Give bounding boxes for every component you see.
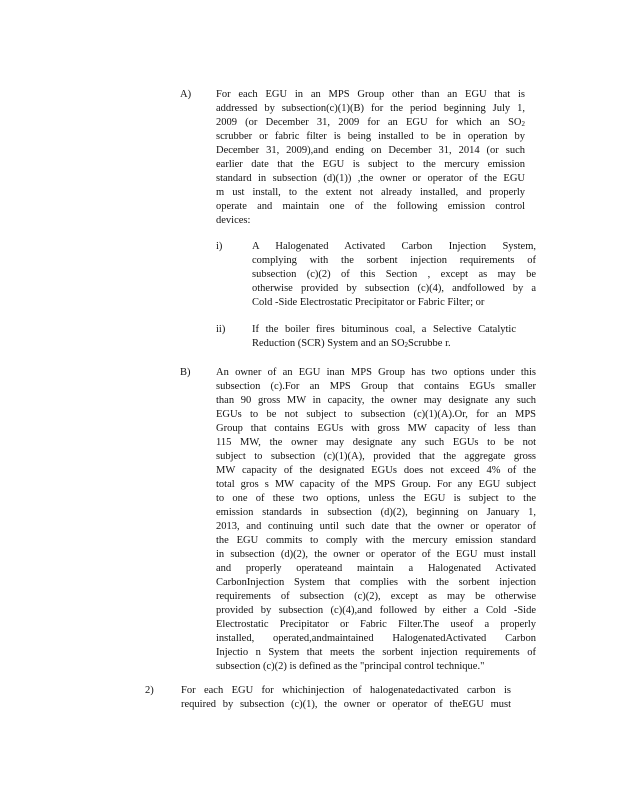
item-a-line-4: scrubber or fabric filter is being installed to be in operation by (216, 131, 525, 142)
item-b-text (216, 366, 536, 674)
item-b-line-20: installed, operated,andmaintained HalogenatedActivated Carbon (216, 633, 536, 644)
item-a-ii-line-1: If the boiler fires bituminous coal, a Selective Catalytic (252, 324, 516, 335)
item-b-line-4: EGUs to be not subject to subsection (c)(1)(A).Or, for an MPS (216, 409, 536, 420)
item-a-ii (216, 323, 516, 353)
item-b-line-9: total gros s MW capacity of the MPS Group. For any EGU subject (216, 479, 536, 490)
item-a-line-2: addressed by subsection(c)(1)(B) for the period beginning July 1, (216, 103, 525, 114)
item-2-line-1: For each EGU for whichinjection of halogenatedactivated carbon is (181, 685, 511, 696)
item-a-line-3-text: 2009 (or December 31, 2009 for an EGU for which an SO (216, 117, 522, 128)
item-a-i-line-4: otherwise provided by subsection (c)(4), andfollowed by a (252, 283, 536, 294)
item-2-line-2: required by subsection (c)(1), the owner or operator of theEGU must (181, 699, 511, 710)
item-a-line-5: December 31, 2009),and ending on December 31, 2014 (or such (216, 145, 525, 156)
item-a-line-10: devices: (216, 215, 251, 226)
item-a-line-9: operate and maintain one of the following emission control (216, 201, 525, 212)
item-b-line-8: MW capacity of the designated EGUs does not exceed 4% of the (216, 465, 536, 476)
item-a-line-8: m ust install, to the extent not already installed, and properly (216, 187, 525, 198)
item-a-i-line-5: Cold -Side Electrostatic Precipitator or Fabric Filter; or (252, 297, 485, 308)
item-a-marker: A) (180, 89, 192, 100)
item-b-line-22: subsection (c)(2) is defined as the "principal control technique." (216, 661, 485, 672)
so2-subscript-2: 2 (404, 341, 409, 349)
item-b-line-13: the EGU commits to comply with the mercury emission standard (216, 535, 536, 546)
item-a-ii-marker: ii) (216, 324, 226, 335)
item-b-line-14: in subsection (d)(2), the owner or operator of the EGU must install (216, 549, 536, 560)
item-b-line-3: than 90 gross MW in capacity, the owner may designate any such (216, 395, 536, 406)
item-2-text (181, 684, 511, 712)
item-b-line-21: Injectio n System that meets the sorbent injection requirements of (216, 647, 536, 658)
item-b-line-5: Group that contains EGUs with gross MW capacity of less than (216, 423, 536, 434)
item-a-i (216, 240, 536, 310)
item-a-i-line-2: complying with the sorbent injection requirements of (252, 255, 536, 266)
item-b-line-10: to one of these two options, unless the EGU is subject to the (216, 493, 536, 504)
item-a-ii-text (252, 323, 516, 351)
item-a-line-6: earlier date that the EGU is subject to the mercury emission (216, 159, 525, 170)
item-2 (145, 684, 511, 714)
item-a-i-text (252, 240, 536, 310)
item-b (180, 366, 536, 676)
item-b-line-18: provided by subsection (c)(4),and followed by either a Cold -Side (216, 605, 536, 616)
so2-subscript: 2 (521, 120, 525, 128)
item-a-ii-line-2-pre: Reduction (SCR) System and an SO (252, 338, 405, 349)
item-a-ii-line-2 (252, 337, 516, 351)
item-b-line-19: Electrostatic Precipitator or Fabric Filter.The useof a properly (216, 619, 536, 630)
item-b-line-11: emission standards in subsection (d)(2), beginning on January 1, (216, 507, 536, 518)
item-2-marker: 2) (145, 685, 154, 696)
item-a-i-line-3: subsection (c)(2) of this Section , except as may be (252, 269, 536, 280)
item-a-i-line-1: A Halogenated Activated Carbon Injection System, (252, 241, 536, 252)
item-b-line-17: requirements of subsection (c)(2), except as may be otherwise (216, 591, 536, 602)
item-a-line-1: For each EGU in an MPS Group other than an EGU that is (216, 89, 525, 100)
item-b-line-12: 2013, and continuing until such date that the owner or operator of (216, 521, 536, 532)
item-b-line-16: CarbonInjection System that complies with the sorbent injection (216, 577, 536, 588)
item-a-line-3 (216, 116, 525, 130)
item-b-line-6: 115 MW, the owner may designate any such EGUs to be not (216, 437, 536, 448)
item-a-ii-line-2-post: Scrubbe r. (408, 338, 451, 349)
item-b-line-1: An owner of an EGU inan MPS Group has two options under this (216, 367, 536, 378)
item-b-line-7: subject to subsection (c)(1)(A), provided that the aggregate gross (216, 451, 536, 462)
item-b-line-15: and properly operateand maintain a Halogenated Activated (216, 563, 536, 574)
item-b-marker: B) (180, 367, 191, 378)
item-a-text (216, 88, 525, 228)
item-a-line-7: standard in subsection (d)(1)) ,the owner or operator of the EGU (216, 173, 525, 184)
item-a-i-marker: i) (216, 241, 223, 252)
item-a (180, 88, 525, 228)
item-b-line-2: subsection (c).For an MPS Group that contains EGUs smaller (216, 381, 536, 392)
